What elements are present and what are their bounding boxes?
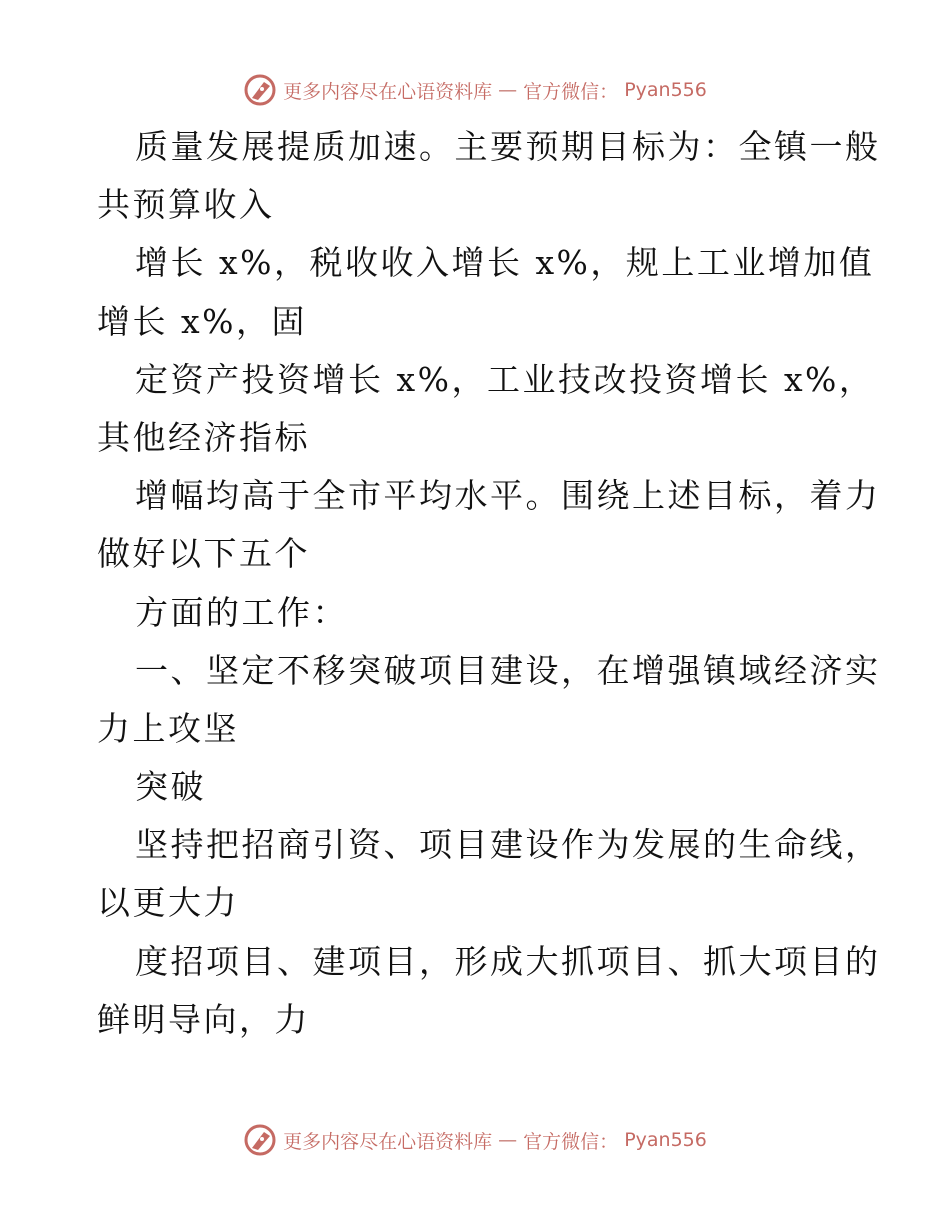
- watermark-separator: —: [498, 1129, 518, 1151]
- body-line: 其他经济指标: [97, 417, 310, 457]
- watermark-contact: Pyan556: [624, 1129, 707, 1151]
- document-body: [97, 118, 881, 1049]
- body-line: 增长 x%，固: [97, 301, 307, 341]
- pen-nib-circle-icon: [243, 1123, 277, 1157]
- footer-watermark: [0, 1120, 950, 1160]
- pen-nib-circle-icon: [243, 73, 277, 107]
- body-line: 鲜明导向，力: [97, 999, 310, 1039]
- watermark-brand: 更多内容尽在心语资料库: [283, 80, 493, 103]
- body-line: 增长 x%，税收收入增长 x%，规上工业增加值: [135, 243, 875, 283]
- body-line: 增幅均高于全市平均水平。围绕上述目标，着力: [135, 476, 881, 516]
- body-line: 突破: [135, 767, 206, 807]
- watermark-label: 官方微信：: [523, 80, 619, 103]
- watermark-label: 官方微信：: [523, 1130, 619, 1153]
- body-line: 质量发展提质加速。主要预期目标为：全镇一般: [135, 127, 881, 166]
- body-line: 坚持把招商引资、项目建设作为发展的生命线，: [135, 825, 881, 865]
- header-watermark: [0, 70, 950, 110]
- watermark-contact: Pyan556: [624, 79, 707, 101]
- body-line: 方面的工作：: [135, 592, 348, 632]
- body-line: 度招项目、建项目，形成大抓项目、抓大项目的: [135, 941, 881, 981]
- body-line: 共预算收入: [97, 185, 275, 225]
- watermark-separator: —: [498, 79, 518, 101]
- body-line: 做好以下五个: [97, 534, 310, 574]
- body-line: 以更大力: [97, 883, 239, 923]
- watermark-brand: 更多内容尽在心语资料库: [283, 1130, 493, 1153]
- body-line: 一、坚定不移突破项目建设，在增强镇域经济实: [135, 650, 881, 690]
- body-line: 定资产投资增长 x%，工业技改投资增长 x%，: [135, 359, 875, 399]
- body-line: 力上攻坚: [97, 708, 239, 748]
